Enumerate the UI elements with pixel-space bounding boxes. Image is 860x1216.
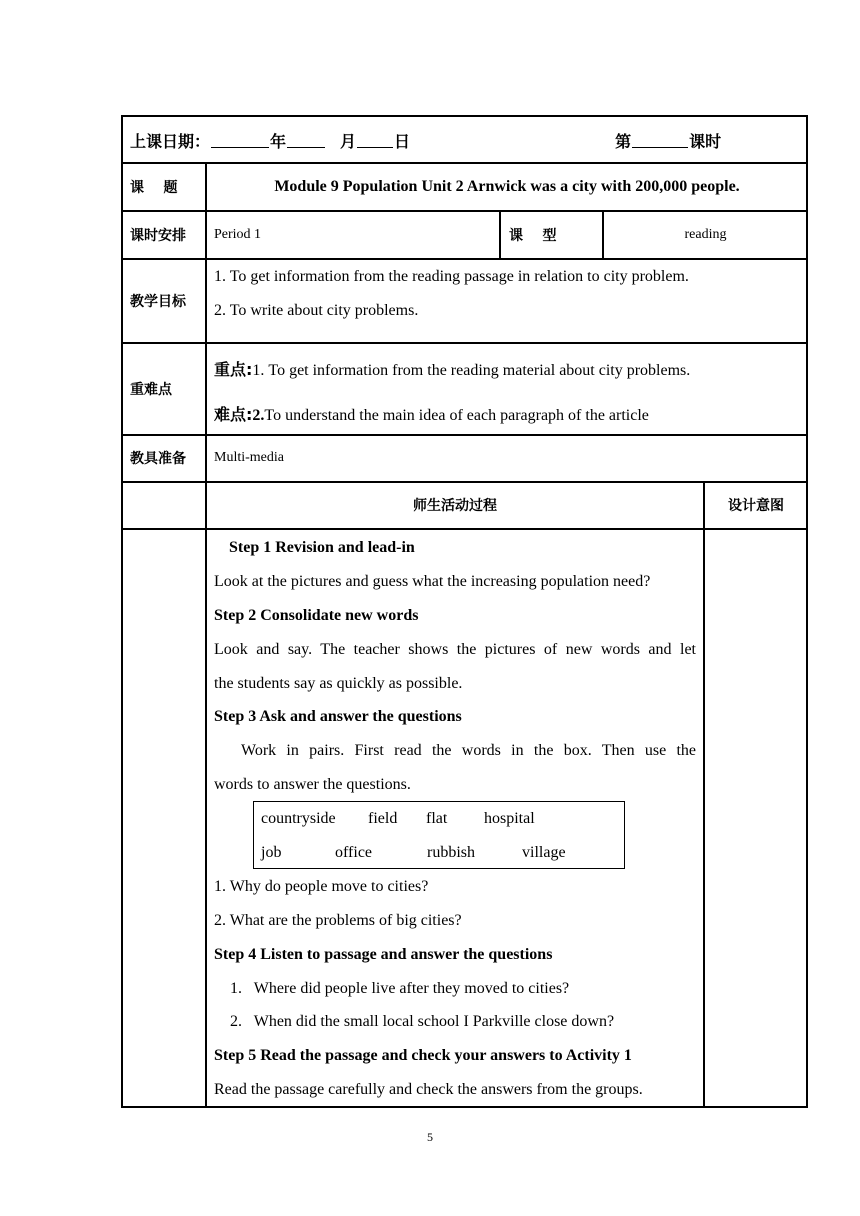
type-label: 课 型	[509, 227, 557, 244]
blank-day	[357, 132, 393, 148]
question-item: 1. Why do people move to cities?	[214, 878, 429, 895]
objectives-label: 教学目标	[130, 293, 186, 310]
topic-value: Module 9 Population Unit 2 Arnwick was a city with 200,000 people.	[274, 177, 740, 195]
step3-text: Work in pairs. First read the words in the box. Then use the	[241, 742, 696, 759]
tools-label: 教具准备	[130, 451, 186, 467]
process-header: 师生活动过程	[413, 498, 497, 514]
key-text: 1. To get information from the reading material about city problems.	[252, 362, 691, 379]
day-label: 日	[394, 131, 411, 151]
period-unit: 课时	[689, 131, 722, 151]
key-label: 重点:	[214, 360, 253, 379]
key-point	[214, 357, 690, 380]
column-divider	[703, 481, 705, 1108]
page-number: 5	[427, 1130, 433, 1144]
objective-item: 2. To write about city problems.	[214, 302, 419, 319]
step2-text: Look and say. The teacher shows the pictures of new words and let	[214, 641, 696, 658]
step2-text: the students say as quickly as possible.	[214, 675, 463, 692]
difficult-num: 2.	[252, 407, 265, 424]
step1-title: Step 1 Revision and lead-in	[229, 539, 415, 556]
topic-label: 课 题	[130, 179, 178, 196]
step2-title: Step 2 Consolidate new words	[214, 607, 419, 624]
step4-item: 1. Where did people live after they moved to cities?	[230, 980, 570, 997]
blank-year	[211, 132, 269, 148]
step3-title: Step 3 Ask and answer the questions	[214, 708, 462, 725]
difficult-text: To understand the main idea of each paragraph of the article	[264, 407, 649, 424]
step4-title: Step 4 Listen to passage and answer the questions	[214, 946, 553, 963]
blank-month	[287, 132, 325, 148]
question-item: 2. What are the problems of big cities?	[214, 912, 462, 929]
word-item: job	[261, 844, 282, 861]
blank-period	[632, 132, 688, 148]
type-value: reading	[684, 226, 727, 242]
month-label: 月	[340, 131, 357, 151]
keypoints-label: 重难点	[130, 381, 172, 398]
design-header: 设计意图	[728, 498, 784, 514]
period-prefix: 第	[615, 131, 632, 151]
difficult-point	[214, 402, 649, 425]
schedule-value: Period 1	[214, 226, 262, 242]
word-item: office	[335, 844, 373, 861]
row-divider	[121, 258, 808, 260]
word-item: countryside	[261, 810, 336, 827]
schedule-label: 课时安排	[130, 227, 186, 244]
column-divider	[205, 162, 207, 1108]
step5-text: Read the passage carefully and check the answers from the groups.	[214, 1081, 643, 1098]
step3-text: words to answer the questions.	[214, 776, 411, 793]
word-item: flat	[426, 810, 448, 827]
word-item: hospital	[484, 810, 535, 827]
date-row	[130, 117, 790, 163]
word-item: rubbish	[427, 844, 475, 861]
objective-item: 1. To get information from the reading passage in relation to city problem.	[214, 268, 689, 285]
column-divider	[499, 210, 501, 258]
year-label: 年	[270, 131, 287, 151]
tools-value: Multi-media	[214, 450, 284, 465]
row-divider	[121, 342, 808, 344]
step4-item: 2. When did the small local school I Parkville close down?	[230, 1013, 615, 1030]
word-item: village	[522, 844, 566, 861]
word-item: field	[368, 810, 398, 827]
step1-text: Look at the pictures and guess what the increasing population need?	[214, 573, 651, 590]
difficult-label: 难点:	[214, 405, 253, 424]
date-label: 上课日期：	[130, 131, 211, 151]
row-divider	[121, 528, 808, 530]
step5-title: Step 5 Read the passage and check your answers to Activity 1	[214, 1047, 632, 1064]
